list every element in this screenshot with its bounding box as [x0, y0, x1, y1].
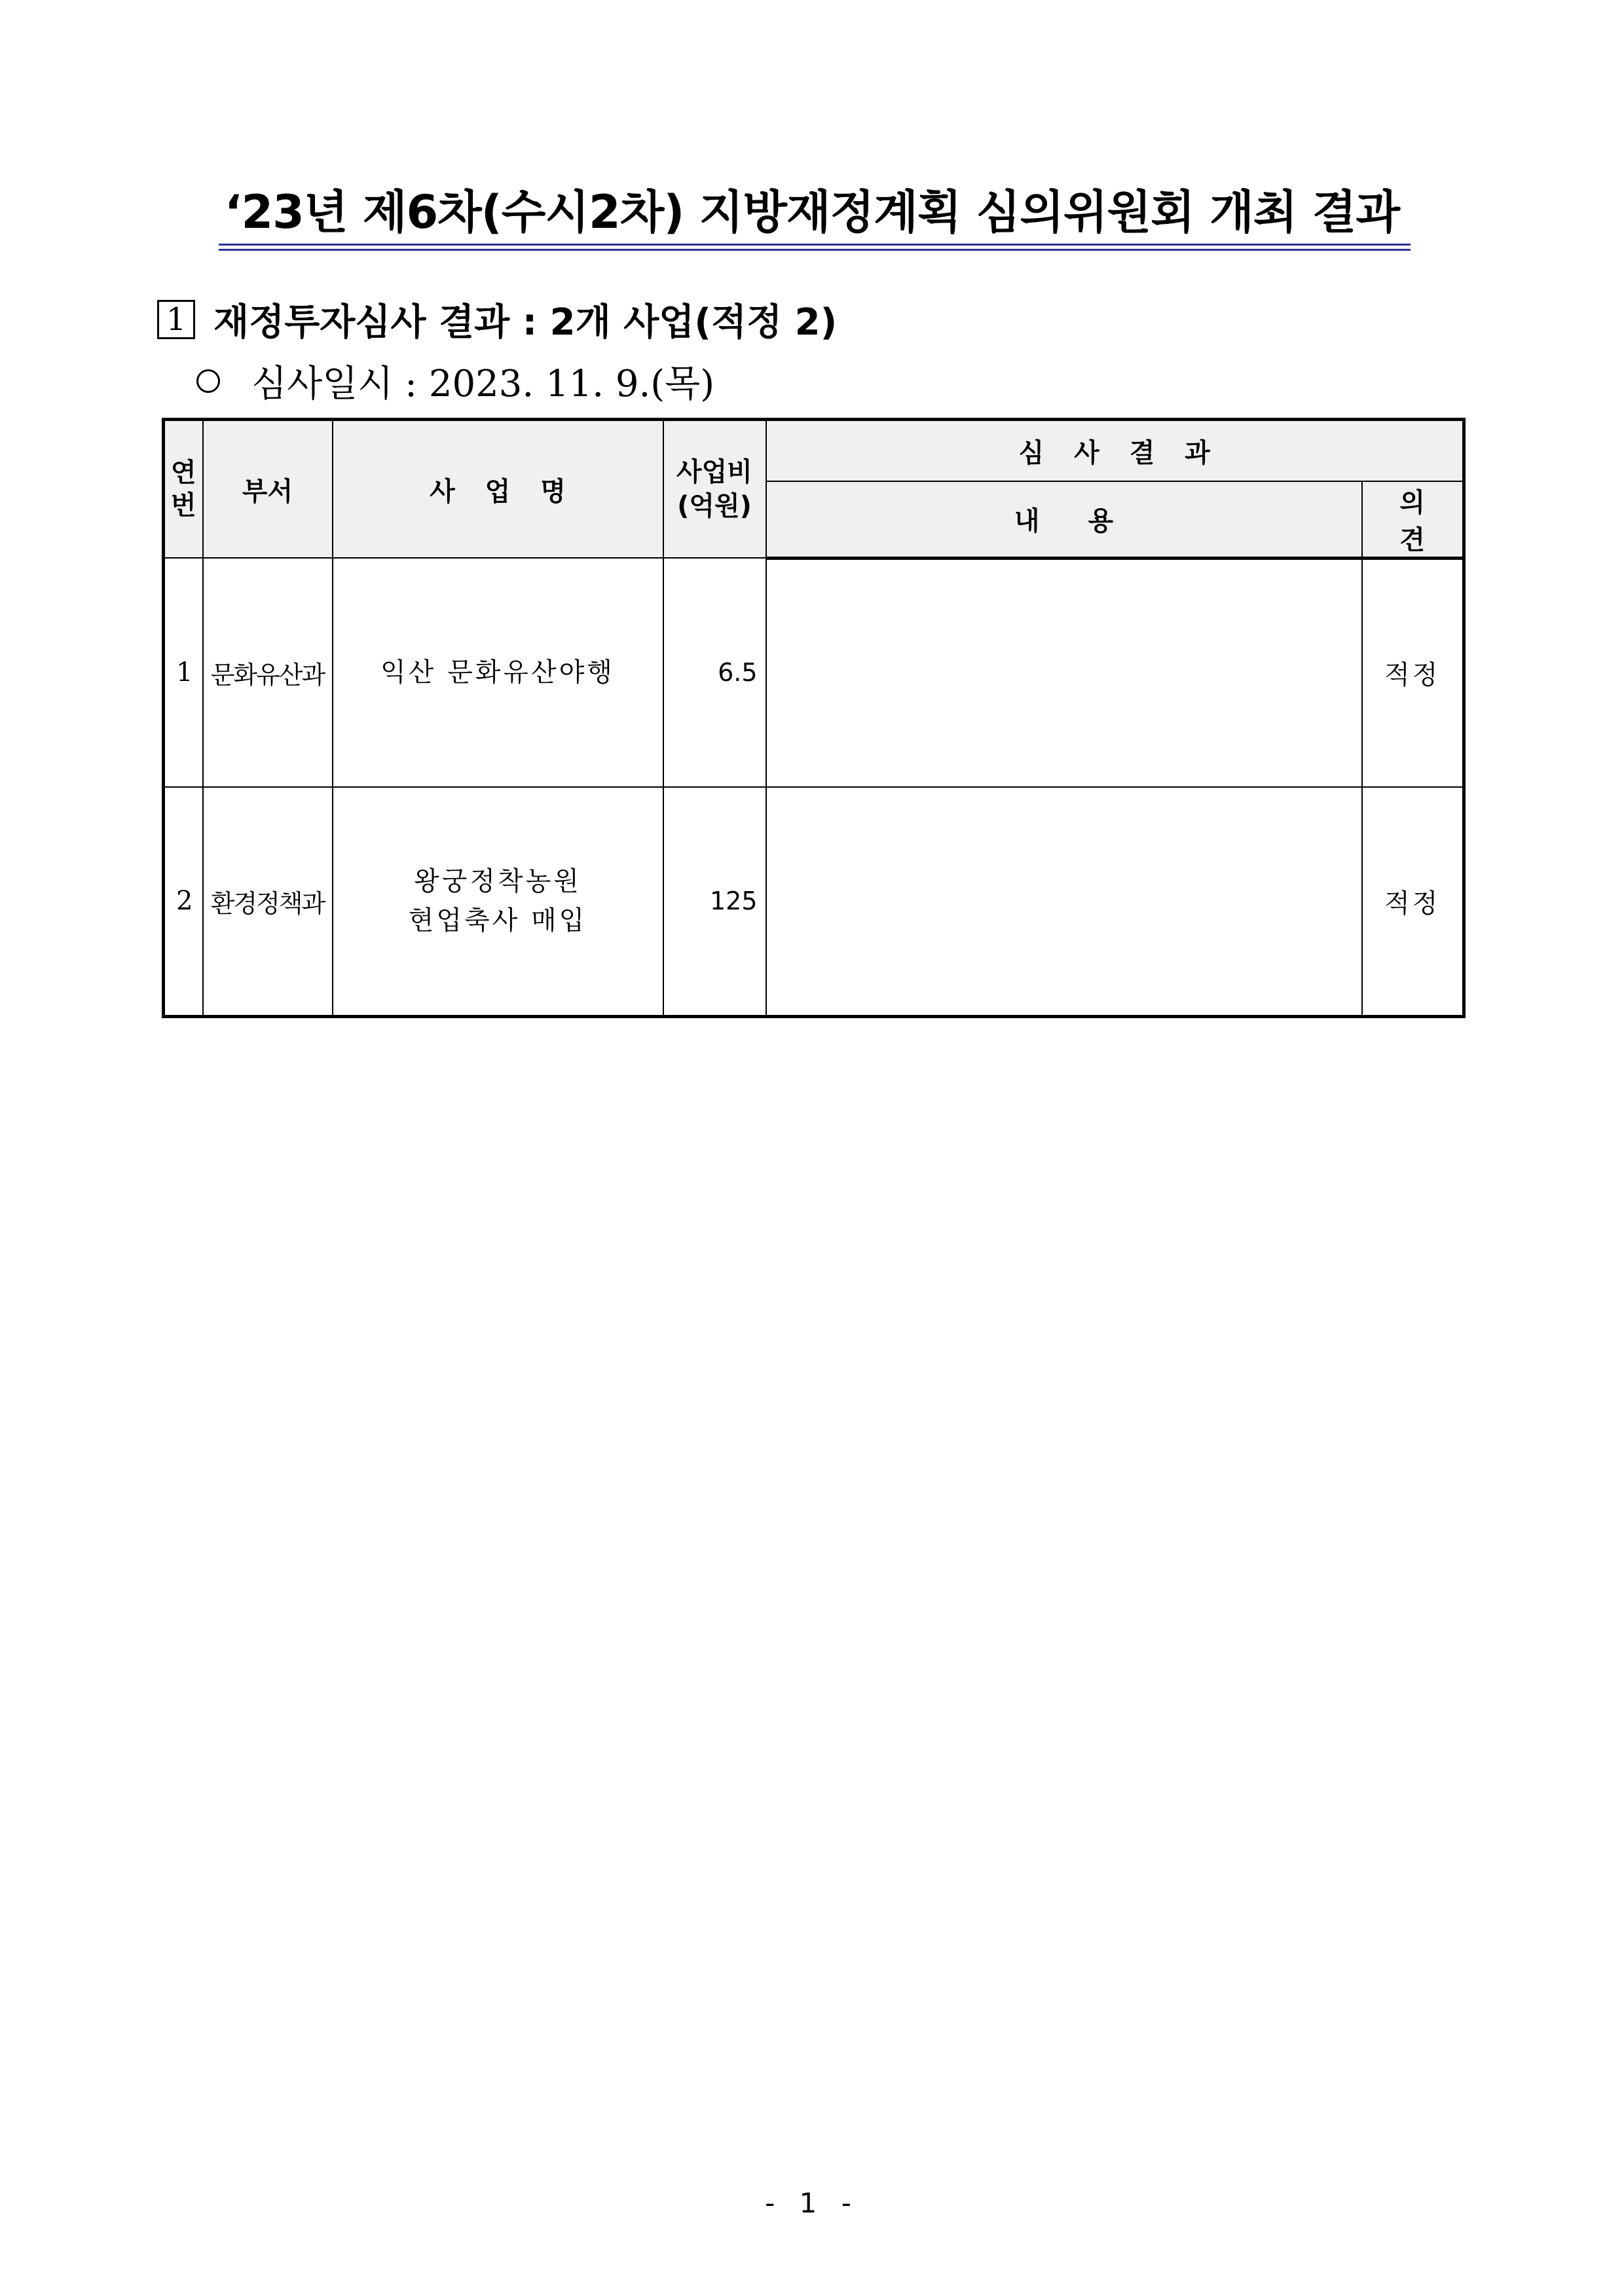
header-department: 부서 — [203, 420, 333, 559]
header-cost-line2: (억원) — [677, 491, 752, 521]
row-project-name — [333, 558, 663, 787]
page-title: ‘23년 제6차(수시2차) 지방재정계획 심의위원회 개최 결과 — [224, 185, 1400, 239]
row-content — [766, 558, 1362, 787]
row-opinion: 적정 — [1362, 558, 1464, 787]
header-cost-line1: 사업비 — [676, 457, 752, 487]
row-project-name-line: 왕궁정착농원 — [414, 866, 581, 897]
header-serial-line2: 번 — [170, 490, 196, 521]
page-number: - 1 - — [765, 2187, 859, 2219]
header-serial-number — [164, 420, 203, 559]
header-review-result: 심 사 결 과 — [766, 420, 1464, 481]
header-opinion: 의 견 — [1362, 481, 1464, 559]
row-project-name — [333, 787, 663, 1016]
header-serial-line1: 연 — [170, 458, 196, 488]
section-heading — [157, 293, 837, 346]
table-header-row — [164, 420, 1464, 481]
header-project-cost — [663, 420, 766, 559]
row-project-name-line: 익산 문화유산야행 — [380, 657, 615, 688]
table-row — [164, 787, 1464, 1016]
header-content: 내 용 — [766, 481, 1362, 559]
row-project-cost: 125 — [663, 787, 766, 1016]
section-number-box: 1 — [157, 300, 195, 339]
review-date-text: 심사일시 : 2023. 11. 9.(목) — [251, 363, 715, 405]
row-project-cost: 6.5 — [663, 558, 766, 787]
row-number: 2 — [164, 787, 203, 1016]
table-row — [164, 558, 1464, 787]
header-project-name: 사 업 명 — [333, 420, 663, 559]
section-heading-text: 재정투자심사 결과 : 2개 사업(적정 2) — [213, 301, 838, 344]
review-results-table — [162, 418, 1466, 1018]
row-department: 환경정책과 — [203, 787, 333, 1016]
review-date-line — [196, 355, 714, 407]
title-underline-secondary — [219, 249, 1411, 251]
title-underline — [219, 244, 1411, 246]
row-opinion: 적정 — [1362, 787, 1464, 1016]
bullet-circle-icon — [196, 369, 220, 393]
row-project-name-line: 현업축사 매입 — [408, 906, 587, 936]
row-department: 문화유산과 — [203, 558, 333, 787]
row-content — [766, 787, 1362, 1016]
row-number: 1 — [164, 558, 203, 787]
